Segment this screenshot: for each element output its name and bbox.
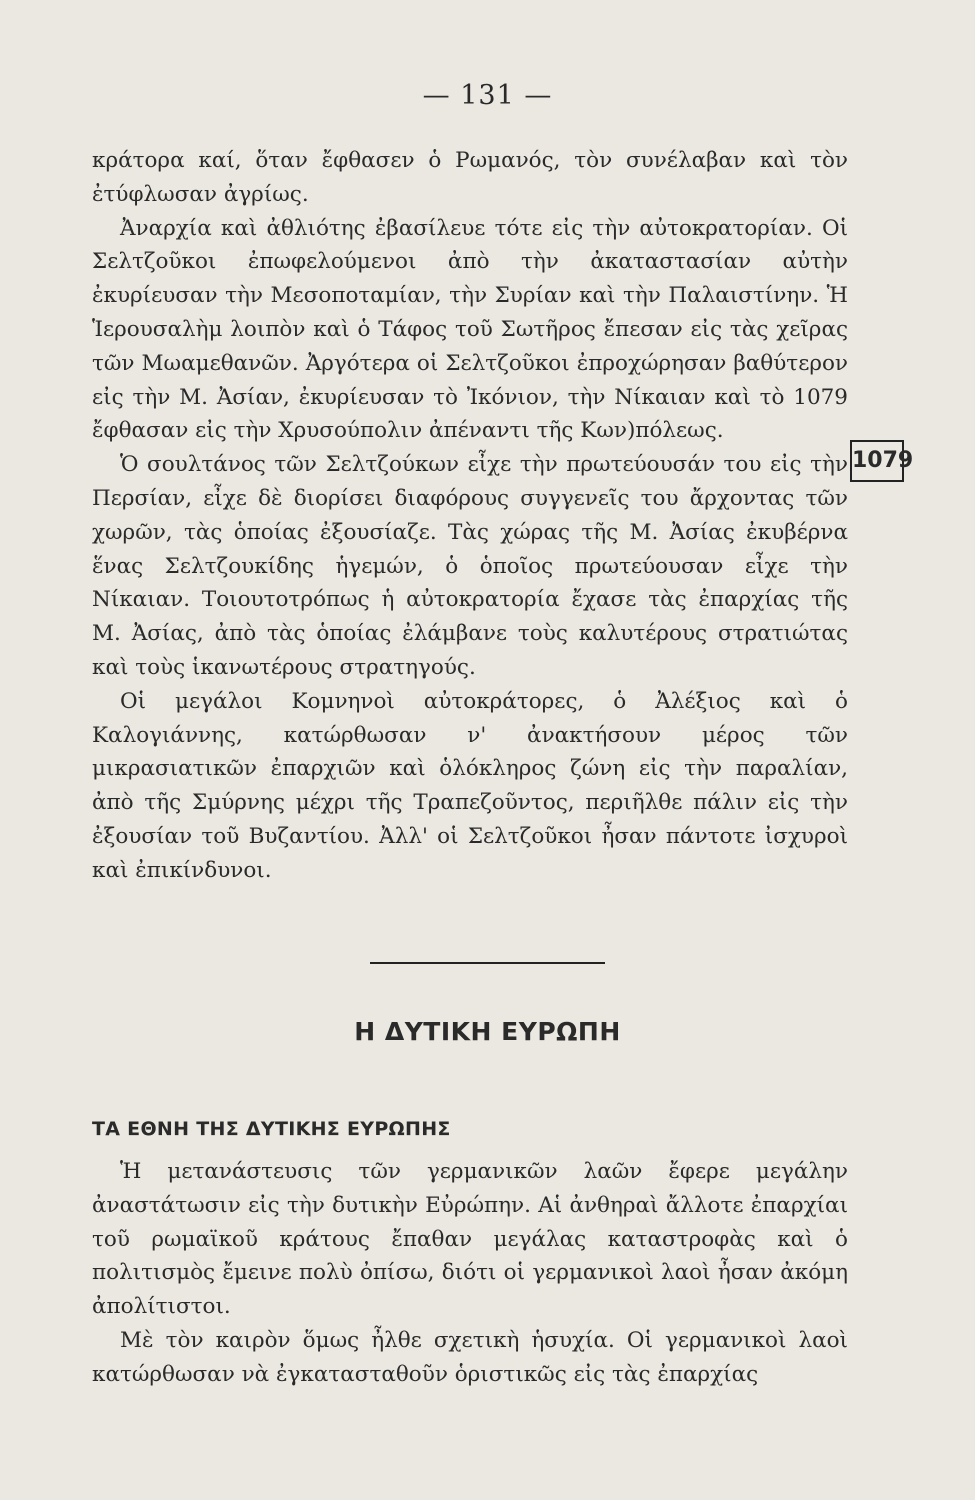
page-number: — 131 — (422, 80, 553, 111)
paragraph-3: Ὁ σουλτάνος τῶν Σελτζούκων εἶχε τὴν πρωτεύουσάν του εἰς τὴν Περσίαν, εἶχε δὲ διορίσει διαφόρους συγγενεῖς του ἄρχοντας τῶν χωρῶν, τὰς ὁποίας ἐξουσίαζε. Τὰς χώρας τῆς Μ. Ἀσίας ἐκυβέρνα ἕνας Σελτζουκίδης ἡγεμών, ὁ ὁποῖος πρωτεύουσαν εἶχε τὴν Νίκαιαν. Τοιουτοτρόπως ἡ αὐτοκρατορία ἔχασε τὰς ἐπαρχίας τῆς Μ. Ἀσίας, ἀπὸ τὰς ὁποίας ἐλάμβανε τοὺς καλυτέρους στρατιώτας καὶ τοὺς ἱκανωτέρους στρατηγούς. (92, 452, 848, 680)
chapter-heading: Η ΔΥΤΙΚΗ ΕΥΡΩΠΗ (354, 1017, 621, 1046)
text-section-western-europe (92, 1155, 848, 1392)
paragraph-6: Μὲ τὸν καιρὸν ὅμως ἦλθε σχετικὴ ἡσυχία. Οἱ γερμανικοὶ λαοὶ κατώρθωσαν νὰ ἐγκατασταθοῦν ὁριστικῶς εἰς τὰς ἐπαρχίας (92, 1327, 848, 1387)
section-subheading: ΤΑ ΕΘΝΗ ΤΗΣ ΔΥΤΙΚΗΣ ΕΥΡΩΠΗΣ (92, 1118, 451, 1140)
paragraph-4: Οἱ μεγάλοι Κομνηνοὶ αὐτοκράτορες, ὁ Ἀλέξιος καὶ ὁ Καλογιάννης, κατώρθωσαν ν' ἀνακτήσουν μέρος τῶν μικρασιατικῶν ἐπαρχιῶν καὶ ὁλόκληρος ζώνη εἰς τὴν παραλίαν, ἀπὸ τῆς Σμύρνης μέχρι τῆς Τραπεζοῦντος, περιῆλθε πάλιν εἰς τὴν ἐξουσίαν τοῦ Βυζαντίου. Ἀλλ' οἱ Σελτζοῦκοι ἦσαν πάντοτε ἰσχυροὶ καὶ ἐπικίνδυνοι. (92, 688, 848, 883)
paragraph-1: κράτορα καί, ὅταν ἔφθασεν ὁ Ρωμανός, τὸν συνέλαβαν καὶ τὸν ἐτύφλωσαν ἀγρίως. (92, 148, 848, 207)
section-divider (370, 962, 605, 964)
margin-year-note: 1079 (850, 440, 904, 482)
paragraph-2: Ἀναρχία καὶ ἀθλιότης ἐβασίλευε τότε εἰς τὴν αὐτοκρατορίαν. Οἱ Σελτζοῦκοι ἐπωφελούμενοι ἀπὸ τὴν ἀκαταστασίαν αὐτὴν ἐκυρίευσαν τὴν Μεσοποταμίαν, τὴν Συρίαν καὶ τὴν Παλαιστίνην. Ἡ Ἱερουσαλὴμ λοιπὸν καὶ ὁ Τάφος τοῦ Σωτῆρος ἔπεσαν εἰς τὰς χεῖρας τῶν Μωαμεθανῶν. Ἀργότερα οἱ Σελτζοῦκοι ἐπροχώρησαν βαθύτερον εἰς τὴν Μ. Ἀσίαν, ἐκυρίευσαν τὸ Ἰκόνιον, τὴν Νίκαιαν καὶ τὸ 1079 ἔφθασαν εἰς τὴν Χρυσούπολιν ἀπέναντι τῆς Κων)πόλεως. (92, 215, 848, 444)
text-section-seljuks (92, 144, 848, 888)
paragraph-5: Ἡ μετανάστευσις τῶν γερμανικῶν λαῶν ἔφερε μεγάλην ἀναστάτωσιν εἰς τὴν δυτικὴν Εὐρώπην. Αἱ ἀνθηραὶ ἄλλοτε ἐπαρχίαι τοῦ ρωμαϊκοῦ κράτους ἔπαθαν μεγάλας καταστροφὰς καὶ ὁ πολιτισμὸς ἔμεινε πολὺ ὀπίσω, διότι οἱ γερμανικοὶ λαοὶ ἦσαν ἀκόμη ἀπολίτιστοι. (92, 1159, 848, 1320)
